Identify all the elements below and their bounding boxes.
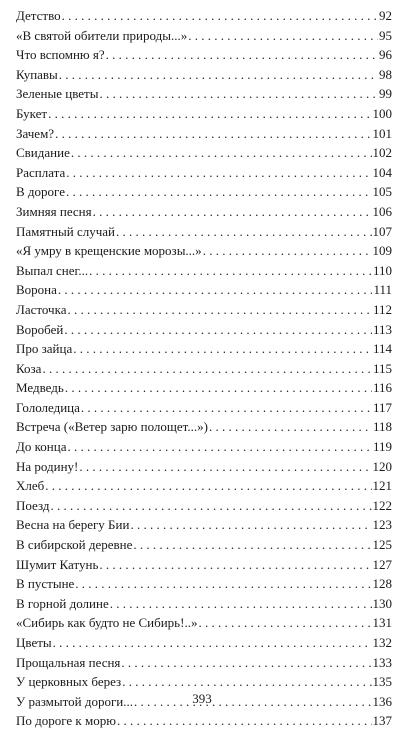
toc-entry-title: Коза <box>16 360 42 376</box>
toc-entry-title: На родину! <box>16 458 79 474</box>
toc-entry-page: 112 <box>372 301 392 317</box>
toc-entry-title: В сибирской деревне <box>16 537 133 553</box>
dot-leader <box>64 320 372 340</box>
toc-entry-page: 92 <box>379 8 392 23</box>
toc-entry <box>16 457 392 477</box>
toc-entry <box>16 143 392 163</box>
toc-entry <box>16 182 392 202</box>
toc-entry-page: 133 <box>372 654 392 670</box>
dot-leader <box>51 496 372 516</box>
toc-entry <box>16 6 392 26</box>
toc-entry-page: 106 <box>372 203 392 219</box>
toc-entry-title: Выпал снег... <box>16 262 89 278</box>
dot-leader <box>66 182 372 202</box>
toc-entry-title: Ворона <box>16 282 57 298</box>
toc-entry-title: Ласточка <box>16 301 67 317</box>
dot-leader <box>62 6 378 26</box>
toc-entry-title: Гололедица <box>16 399 80 415</box>
dot-leader <box>71 143 372 163</box>
dot-leader <box>42 359 372 379</box>
toc-entry-page: 109 <box>372 243 392 259</box>
dot-leader <box>93 202 372 222</box>
dot-leader <box>81 398 372 418</box>
dot-leader <box>99 84 378 104</box>
toc-entry-page: 130 <box>372 595 392 611</box>
dot-leader <box>106 45 378 65</box>
toc-entry-title: Памятный случай <box>16 223 115 239</box>
toc-entry-page: 127 <box>372 556 392 572</box>
toc-entry-page: 137 <box>372 713 392 729</box>
toc-entry <box>16 241 392 261</box>
toc-entry <box>16 398 392 418</box>
toc-entry <box>16 45 392 65</box>
dot-leader <box>110 594 372 614</box>
dot-leader <box>73 339 372 359</box>
toc-entry-page: 128 <box>372 576 392 592</box>
toc-entry-title: Букет <box>16 105 48 121</box>
toc-entry <box>16 359 392 379</box>
toc-entry-title: Про зайца <box>16 341 73 357</box>
dot-leader <box>121 653 371 673</box>
toc-entry <box>16 163 392 183</box>
toc-entry-page: 135 <box>372 674 392 690</box>
toc-entry-page: 114 <box>372 341 392 357</box>
toc-entry <box>16 535 392 555</box>
dot-leader <box>209 417 372 437</box>
toc-entry-title: Зимняя песня <box>16 203 92 219</box>
dot-leader <box>79 457 371 477</box>
toc-entry-title: Шумит Катунь <box>16 556 99 572</box>
toc-entry-page: 122 <box>372 497 392 513</box>
dot-leader <box>198 613 371 633</box>
toc-entry-page: 95 <box>379 27 392 43</box>
toc-entry-page: 116 <box>372 380 392 396</box>
dot-leader <box>89 261 372 281</box>
toc-entry-page: 104 <box>372 164 392 180</box>
dot-leader <box>66 163 371 183</box>
toc-entry-page: 117 <box>372 399 392 415</box>
toc-entry-title: В горной долине <box>16 595 109 611</box>
toc-entry-page: 121 <box>372 478 392 494</box>
dot-leader <box>130 515 371 535</box>
toc-entry-page: 110 <box>372 262 392 278</box>
toc-entry <box>16 417 392 437</box>
toc-entry-page: 115 <box>372 360 392 376</box>
dot-leader <box>55 124 371 144</box>
dot-leader <box>67 437 372 457</box>
toc-entry-page: 125 <box>372 537 392 553</box>
dot-leader <box>116 222 372 242</box>
toc-entry-title: Воробей <box>16 321 64 337</box>
toc-entry-title: Что вспомню я? <box>16 47 105 63</box>
toc-entry-page: 102 <box>372 145 392 161</box>
toc-entry-title: Весна на берегу Бии <box>16 517 130 533</box>
dot-leader <box>59 65 378 85</box>
toc-entry-page: 99 <box>379 86 392 102</box>
dot-leader <box>133 535 371 555</box>
toc-entry <box>16 574 392 594</box>
toc-entry <box>16 300 392 320</box>
toc-entry <box>16 124 392 144</box>
toc-entry <box>16 320 392 340</box>
table-of-contents <box>16 6 392 731</box>
toc-entry-title: Расплата <box>16 164 66 180</box>
toc-entry <box>16 84 392 104</box>
toc-entry-title: Хлеб <box>16 478 45 494</box>
toc-entry <box>16 261 392 281</box>
page-number: 393 <box>192 691 212 706</box>
toc-entry <box>16 653 392 673</box>
toc-entry-page: 131 <box>372 615 392 631</box>
toc-entry <box>16 280 392 300</box>
toc-entry-title: В дороге <box>16 184 65 200</box>
toc-entry-page: 136 <box>372 693 392 709</box>
toc-entry-page: 113 <box>372 321 392 337</box>
dot-leader <box>53 633 372 653</box>
toc-entry <box>16 339 392 359</box>
dot-leader <box>117 711 372 731</box>
dot-leader <box>67 300 372 320</box>
toc-entry-title: Купавы <box>16 66 58 82</box>
toc-entry-title: В пустыне <box>16 576 75 592</box>
toc-entry <box>16 555 392 575</box>
toc-entry-page: 111 <box>373 282 392 298</box>
toc-entry <box>16 594 392 614</box>
dot-leader <box>122 672 371 692</box>
toc-entry-title: У размытой дороги... <box>16 693 134 709</box>
toc-entry <box>16 437 392 457</box>
toc-entry-page: 118 <box>372 419 392 435</box>
toc-entry-title: У церковных берез <box>16 674 122 690</box>
dot-leader <box>203 241 372 261</box>
dot-leader <box>45 476 371 496</box>
toc-entry <box>16 202 392 222</box>
toc-entry-title: «Я умру в крещенские морозы...» <box>16 243 202 259</box>
toc-entry-page: 96 <box>379 47 392 63</box>
toc-entry <box>16 613 392 633</box>
toc-entry <box>16 222 392 242</box>
toc-entry-page: 107 <box>372 223 392 239</box>
toc-entry <box>16 104 392 124</box>
toc-entry-title: «Сибирь как будто не Сибирь!..» <box>16 615 198 631</box>
dot-leader <box>188 26 378 46</box>
toc-entry <box>16 711 392 731</box>
dot-leader <box>48 104 371 124</box>
toc-entry-title: Прощальная песня <box>16 654 121 670</box>
toc-entry-page: 119 <box>372 439 392 455</box>
toc-entry <box>16 476 392 496</box>
toc-entry-title: Встреча («Ветер зарю полощет...») <box>16 419 208 435</box>
toc-entry <box>16 26 392 46</box>
toc-entry-title: Свидание <box>16 145 70 161</box>
toc-entry <box>16 672 392 692</box>
toc-entry-title: До конца <box>16 439 67 455</box>
toc-entry-title: «В святой обители природы...» <box>16 27 188 43</box>
toc-entry <box>16 515 392 535</box>
toc-entry-page: 101 <box>372 125 392 141</box>
toc-entry-title: Медведь <box>16 380 64 396</box>
toc-entry-title: По дороге к морю <box>16 713 116 729</box>
dot-leader <box>99 555 371 575</box>
dot-leader <box>75 574 371 594</box>
toc-entry-page: 105 <box>372 184 392 200</box>
toc-entry-title: Зеленые цветы <box>16 86 99 102</box>
toc-entry-title: Детство <box>16 8 61 23</box>
toc-entry-title: Зачем? <box>16 125 55 141</box>
toc-entry-title: Цветы <box>16 635 52 650</box>
toc-entry-page: 123 <box>372 517 392 533</box>
toc-entry-page: 98 <box>379 66 392 82</box>
toc-entry-page: 120 <box>372 458 392 474</box>
toc-entry <box>16 65 392 85</box>
dot-leader <box>65 378 372 398</box>
toc-entry-title: Поезд <box>16 497 50 513</box>
dot-leader <box>58 280 373 300</box>
toc-entry <box>16 633 392 653</box>
toc-entry-page: 132 <box>372 635 392 650</box>
toc-entry <box>16 496 392 516</box>
toc-entry <box>16 378 392 398</box>
toc-entry-page: 100 <box>372 105 392 121</box>
